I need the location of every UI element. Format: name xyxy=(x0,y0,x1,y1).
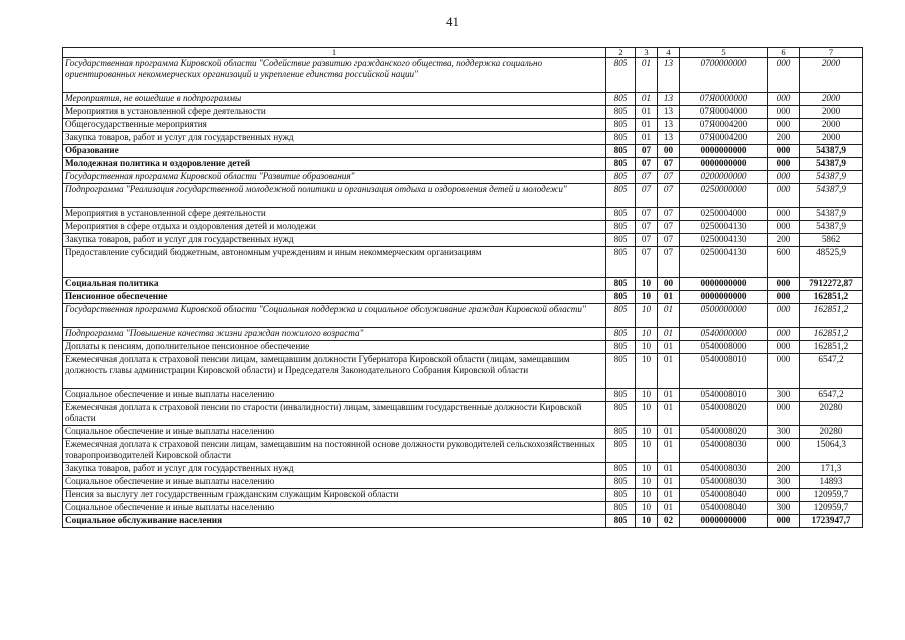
cell-subsection-code: 01 xyxy=(658,489,680,502)
cell-ministry-code: 805 xyxy=(606,119,636,132)
cell-ministry-code: 805 xyxy=(606,354,636,389)
cell-expense-type: 000 xyxy=(768,515,800,528)
cell-target-code: 0540000000 xyxy=(680,328,768,341)
cell-ministry-code: 805 xyxy=(606,291,636,304)
cell-ministry-code: 805 xyxy=(606,145,636,158)
cell-expense-type: 000 xyxy=(768,106,800,119)
cell-subsection-code: 07 xyxy=(658,234,680,247)
cell-expense-type: 300 xyxy=(768,502,800,515)
cell-amount: 2000 xyxy=(800,119,863,132)
table-row xyxy=(63,106,863,119)
cell-amount: 54387,9 xyxy=(800,171,863,184)
cell-amount: 7912272,87 xyxy=(800,278,863,291)
cell-ministry-code: 805 xyxy=(606,106,636,119)
cell-expense-type: 000 xyxy=(768,208,800,221)
cell-amount: 162851,2 xyxy=(800,341,863,354)
cell-subsection-code: 01 xyxy=(658,354,680,389)
cell-ministry-code: 805 xyxy=(606,402,636,426)
table-row xyxy=(63,463,863,476)
cell-amount: 14893 xyxy=(800,476,863,489)
cell-target-code: 0540008010 xyxy=(680,389,768,402)
cell-section-code: 07 xyxy=(636,145,658,158)
cell-subsection-code: 07 xyxy=(658,221,680,234)
table-row xyxy=(63,132,863,145)
cell-section-code: 07 xyxy=(636,158,658,171)
cell-expense-type: 000 xyxy=(768,58,800,93)
cell-subsection-code: 01 xyxy=(658,463,680,476)
cell-name: Социальное обеспечение и иные выплаты населению xyxy=(63,426,606,439)
cell-name: Мероприятия в установленной сфере деятельности xyxy=(63,208,606,221)
cell-ministry-code: 805 xyxy=(606,389,636,402)
cell-name: Предоставление субсидий бюджетным, автономным учреждениям и иным некоммерческим организациям xyxy=(63,247,606,278)
cell-section-code: 07 xyxy=(636,184,658,208)
cell-ministry-code: 805 xyxy=(606,426,636,439)
table-row xyxy=(63,402,863,426)
cell-section-code: 10 xyxy=(636,341,658,354)
table-body xyxy=(63,58,863,528)
cell-name: Закупка товаров, работ и услуг для государственных нужд xyxy=(63,234,606,247)
cell-subsection-code: 07 xyxy=(658,184,680,208)
cell-name: Образование xyxy=(63,145,606,158)
header-row xyxy=(63,48,863,58)
table-row xyxy=(63,389,863,402)
cell-amount: 54387,9 xyxy=(800,145,863,158)
cell-target-code: 0250004000 xyxy=(680,208,768,221)
cell-expense-type: 200 xyxy=(768,463,800,476)
cell-target-code: 0250004130 xyxy=(680,221,768,234)
cell-target-code: 0540008040 xyxy=(680,489,768,502)
cell-section-code: 10 xyxy=(636,402,658,426)
cell-name: Социальная политика xyxy=(63,278,606,291)
cell-subsection-code: 07 xyxy=(658,158,680,171)
cell-amount: 162851,2 xyxy=(800,328,863,341)
budget-table xyxy=(62,47,863,528)
cell-subsection-code: 01 xyxy=(658,291,680,304)
cell-amount: 6547,2 xyxy=(800,354,863,389)
cell-subsection-code: 02 xyxy=(658,515,680,528)
table-row xyxy=(63,171,863,184)
cell-name: Закупка товаров, работ и услуг для государственных нужд xyxy=(63,463,606,476)
cell-target-code: 07Я0000000 xyxy=(680,93,768,106)
cell-name: Закупка товаров, работ и услуг для государственных нужд xyxy=(63,132,606,145)
table-row xyxy=(63,489,863,502)
cell-target-code: 0540008030 xyxy=(680,463,768,476)
cell-amount: 162851,2 xyxy=(800,291,863,304)
cell-target-code: 0000000000 xyxy=(680,278,768,291)
cell-amount: 120959,7 xyxy=(800,502,863,515)
cell-subsection-code: 01 xyxy=(658,476,680,489)
table-row xyxy=(63,476,863,489)
cell-subsection-code: 01 xyxy=(658,502,680,515)
cell-ministry-code: 805 xyxy=(606,328,636,341)
cell-subsection-code: 13 xyxy=(658,119,680,132)
header-cell-expense-type: 6 xyxy=(768,48,800,58)
cell-section-code: 01 xyxy=(636,132,658,145)
table-row xyxy=(63,119,863,132)
cell-amount: 15064,3 xyxy=(800,439,863,463)
header-cell-target-code: 5 xyxy=(680,48,768,58)
table-row xyxy=(63,58,863,93)
page-number: 41 xyxy=(446,14,459,29)
table-row xyxy=(63,291,863,304)
table-row xyxy=(63,304,863,328)
header-cell-ministry: 2 xyxy=(606,48,636,58)
cell-name: Мероприятия, не вошедшие в подпрограммы xyxy=(63,93,606,106)
cell-target-code: 07Я0004200 xyxy=(680,119,768,132)
cell-expense-type: 000 xyxy=(768,221,800,234)
cell-subsection-code: 00 xyxy=(658,145,680,158)
cell-name: Социальное обеспечение и иные выплаты населению xyxy=(63,389,606,402)
cell-subsection-code: 07 xyxy=(658,208,680,221)
cell-ministry-code: 805 xyxy=(606,132,636,145)
cell-target-code: 0200000000 xyxy=(680,171,768,184)
cell-subsection-code: 13 xyxy=(658,58,680,93)
cell-ministry-code: 805 xyxy=(606,304,636,328)
cell-amount: 2000 xyxy=(800,58,863,93)
cell-ministry-code: 805 xyxy=(606,341,636,354)
cell-expense-type: 600 xyxy=(768,247,800,278)
cell-section-code: 10 xyxy=(636,489,658,502)
cell-target-code: 0540008030 xyxy=(680,476,768,489)
table-row xyxy=(63,426,863,439)
cell-section-code: 10 xyxy=(636,463,658,476)
cell-ministry-code: 805 xyxy=(606,476,636,489)
cell-subsection-code: 01 xyxy=(658,304,680,328)
table-row xyxy=(63,221,863,234)
cell-expense-type: 300 xyxy=(768,389,800,402)
cell-section-code: 07 xyxy=(636,208,658,221)
cell-ministry-code: 805 xyxy=(606,221,636,234)
cell-target-code: 0250000000 xyxy=(680,184,768,208)
header-cell-amount: 7 xyxy=(800,48,863,58)
cell-section-code: 10 xyxy=(636,304,658,328)
cell-target-code: 0250004130 xyxy=(680,247,768,278)
cell-ministry-code: 805 xyxy=(606,439,636,463)
cell-subsection-code: 13 xyxy=(658,106,680,119)
cell-expense-type: 000 xyxy=(768,93,800,106)
cell-subsection-code: 01 xyxy=(658,389,680,402)
cell-ministry-code: 805 xyxy=(606,234,636,247)
cell-target-code: 0000000000 xyxy=(680,291,768,304)
cell-amount: 54387,9 xyxy=(800,158,863,171)
table-row xyxy=(63,93,863,106)
cell-amount: 2000 xyxy=(800,106,863,119)
cell-target-code: 0540008010 xyxy=(680,354,768,389)
cell-name: Пенсионное обеспечение xyxy=(63,291,606,304)
cell-name: Социальное обеспечение и иные выплаты населению xyxy=(63,476,606,489)
cell-subsection-code: 07 xyxy=(658,247,680,278)
table-row xyxy=(63,439,863,463)
table-row xyxy=(63,341,863,354)
cell-amount: 48525,9 xyxy=(800,247,863,278)
cell-name: Государственная программа Кировской области "Развитие образования" xyxy=(63,171,606,184)
table-row xyxy=(63,208,863,221)
cell-amount: 6547,2 xyxy=(800,389,863,402)
cell-ministry-code: 805 xyxy=(606,158,636,171)
cell-section-code: 10 xyxy=(636,328,658,341)
cell-expense-type: 000 xyxy=(768,278,800,291)
cell-section-code: 10 xyxy=(636,354,658,389)
cell-name: Доплаты к пенсиям, дополнительное пенсионное обеспечение xyxy=(63,341,606,354)
cell-target-code: 0000000000 xyxy=(680,145,768,158)
cell-ministry-code: 805 xyxy=(606,184,636,208)
cell-ministry-code: 805 xyxy=(606,463,636,476)
cell-amount: 5862 xyxy=(800,234,863,247)
cell-target-code: 0000000000 xyxy=(680,158,768,171)
cell-section-code: 10 xyxy=(636,278,658,291)
table-row xyxy=(63,502,863,515)
cell-amount: 171,3 xyxy=(800,463,863,476)
cell-target-code: 0540008030 xyxy=(680,439,768,463)
cell-target-code: 0250004130 xyxy=(680,234,768,247)
cell-expense-type: 200 xyxy=(768,132,800,145)
cell-amount: 2000 xyxy=(800,132,863,145)
cell-section-code: 10 xyxy=(636,515,658,528)
cell-name: Подпрограмма "Реализация государственной молодежной политики и организация отдыха и оздоровления детей и молодежи" xyxy=(63,184,606,208)
cell-section-code: 07 xyxy=(636,234,658,247)
cell-subsection-code: 13 xyxy=(658,132,680,145)
cell-section-code: 10 xyxy=(636,502,658,515)
cell-ministry-code: 805 xyxy=(606,502,636,515)
cell-name: Ежемесячная доплата к страховой пенсии лицам, замещавшим на постоянной основе должности руководителей сельскохозяйственных товаропроизводителей Кировской области xyxy=(63,439,606,463)
cell-target-code: 0000000000 xyxy=(680,515,768,528)
cell-name: Государственная программа Кировской области "Социальная поддержка и социальное обслуживание граждан Кировской области" xyxy=(63,304,606,328)
cell-subsection-code: 01 xyxy=(658,341,680,354)
table-row xyxy=(63,328,863,341)
table-row xyxy=(63,145,863,158)
cell-target-code: 0540008040 xyxy=(680,502,768,515)
cell-expense-type: 000 xyxy=(768,402,800,426)
cell-section-code: 07 xyxy=(636,221,658,234)
cell-section-code: 01 xyxy=(636,93,658,106)
cell-name: Мероприятия в сфере отдыха и оздоровления детей и молодежи xyxy=(63,221,606,234)
cell-expense-type: 200 xyxy=(768,234,800,247)
table-row xyxy=(63,184,863,208)
cell-name: Подпрограмма "Повышение качества жизни граждан пожилого возраста" xyxy=(63,328,606,341)
cell-section-code: 10 xyxy=(636,426,658,439)
cell-expense-type: 000 xyxy=(768,184,800,208)
table-row xyxy=(63,234,863,247)
cell-expense-type: 000 xyxy=(768,341,800,354)
table-row xyxy=(63,158,863,171)
cell-section-code: 10 xyxy=(636,476,658,489)
cell-expense-type: 000 xyxy=(768,439,800,463)
table-row xyxy=(63,354,863,389)
cell-ministry-code: 805 xyxy=(606,208,636,221)
cell-subsection-code: 01 xyxy=(658,328,680,341)
cell-subsection-code: 01 xyxy=(658,426,680,439)
cell-expense-type: 000 xyxy=(768,158,800,171)
cell-expense-type: 300 xyxy=(768,476,800,489)
cell-target-code: 0700000000 xyxy=(680,58,768,93)
cell-amount: 20280 xyxy=(800,402,863,426)
cell-expense-type: 000 xyxy=(768,291,800,304)
cell-target-code: 0540008000 xyxy=(680,341,768,354)
cell-target-code: 07Я0004200 xyxy=(680,132,768,145)
cell-name: Молодежная политика и оздоровление детей xyxy=(63,158,606,171)
cell-subsection-code: 13 xyxy=(658,93,680,106)
cell-ministry-code: 805 xyxy=(606,515,636,528)
cell-section-code: 10 xyxy=(636,389,658,402)
cell-name: Ежемесячная доплата к страховой пенсии по старости (инвалидности) лицам, замещавшим государственные должности Кировской области xyxy=(63,402,606,426)
cell-expense-type: 000 xyxy=(768,354,800,389)
header-cell-name: 1 xyxy=(63,48,606,58)
cell-subsection-code: 01 xyxy=(658,439,680,463)
cell-ministry-code: 805 xyxy=(606,93,636,106)
cell-section-code: 07 xyxy=(636,171,658,184)
cell-ministry-code: 805 xyxy=(606,247,636,278)
cell-name: Мероприятия в установленной сфере деятельности xyxy=(63,106,606,119)
cell-amount: 162851,2 xyxy=(800,304,863,328)
cell-section-code: 10 xyxy=(636,439,658,463)
cell-ministry-code: 805 xyxy=(606,58,636,93)
cell-section-code: 01 xyxy=(636,106,658,119)
cell-section-code: 01 xyxy=(636,119,658,132)
cell-name: Ежемесячная доплата к страховой пенсии лицам, замещавшим должности Губернатора Кировской области (лицам, замещавшим должность главы администрации Кировской области) и Председателя Законодательного Собрания Кировской области xyxy=(63,354,606,389)
cell-expense-type: 000 xyxy=(768,119,800,132)
cell-section-code: 10 xyxy=(636,291,658,304)
cell-expense-type: 300 xyxy=(768,426,800,439)
header-cell-section: 3 xyxy=(636,48,658,58)
cell-amount: 1723947,7 xyxy=(800,515,863,528)
table-row xyxy=(63,278,863,291)
cell-expense-type: 000 xyxy=(768,489,800,502)
cell-name: Общегосударственные мероприятия xyxy=(63,119,606,132)
cell-expense-type: 000 xyxy=(768,328,800,341)
table-header xyxy=(63,48,863,58)
cell-section-code: 01 xyxy=(636,58,658,93)
cell-subsection-code: 00 xyxy=(658,278,680,291)
cell-amount: 54387,9 xyxy=(800,208,863,221)
cell-subsection-code: 01 xyxy=(658,402,680,426)
table-row xyxy=(63,247,863,278)
cell-target-code: 0500000000 xyxy=(680,304,768,328)
cell-subsection-code: 07 xyxy=(658,171,680,184)
cell-amount: 54387,9 xyxy=(800,184,863,208)
cell-name: Социальное обслуживание населения xyxy=(63,515,606,528)
cell-name: Государственная программа Кировской области "Содействие развитию гражданского общества, поддержка социально ориентированных некоммерческих организаций и укрепление единства российской нации" xyxy=(63,58,606,93)
cell-ministry-code: 805 xyxy=(606,171,636,184)
cell-expense-type: 000 xyxy=(768,304,800,328)
table-row xyxy=(63,515,863,528)
cell-name: Пенсия за выслугу лет государственным гражданским служащим Кировской области xyxy=(63,489,606,502)
cell-section-code: 07 xyxy=(636,247,658,278)
cell-expense-type: 000 xyxy=(768,145,800,158)
cell-amount: 2000 xyxy=(800,93,863,106)
cell-target-code: 0540008020 xyxy=(680,402,768,426)
cell-ministry-code: 805 xyxy=(606,278,636,291)
cell-target-code: 07Я0004000 xyxy=(680,106,768,119)
cell-expense-type: 000 xyxy=(768,171,800,184)
cell-name: Социальное обеспечение и иные выплаты населению xyxy=(63,502,606,515)
cell-amount: 120959,7 xyxy=(800,489,863,502)
cell-ministry-code: 805 xyxy=(606,489,636,502)
cell-target-code: 0540008020 xyxy=(680,426,768,439)
cell-amount: 54387,9 xyxy=(800,221,863,234)
header-cell-subsection: 4 xyxy=(658,48,680,58)
cell-amount: 20280 xyxy=(800,426,863,439)
